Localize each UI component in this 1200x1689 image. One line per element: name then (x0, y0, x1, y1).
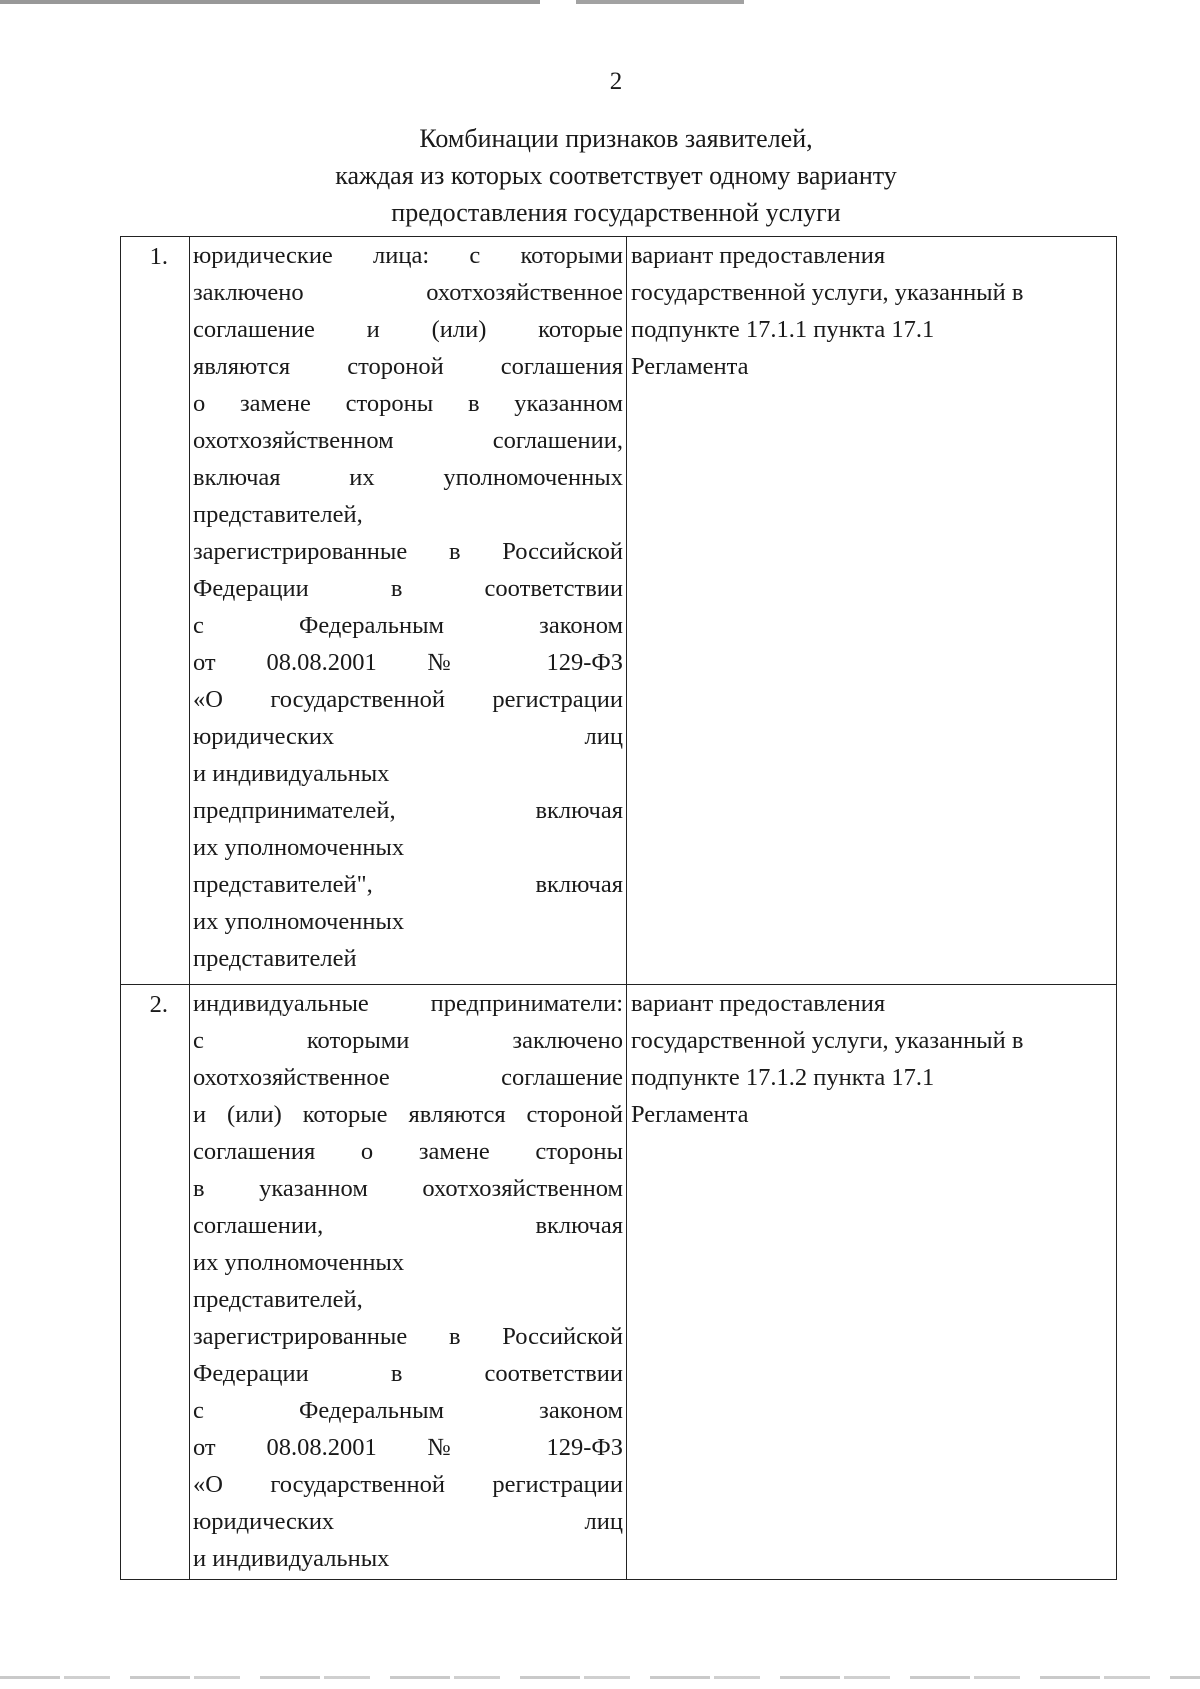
heading-line: каждая из которых соответствует одному варианту (335, 161, 897, 190)
heading-line: предоставления государственной услуги (391, 198, 841, 227)
row-number: 1. (149, 243, 168, 270)
criteria-line: соглашение и (или) которые (193, 316, 623, 343)
criteria-line: в указанном охотхозяйственном (193, 1175, 623, 1202)
criteria-cell (190, 237, 627, 985)
variant-cell (627, 985, 1117, 1580)
criteria-line: предпринимателей, включая (193, 797, 623, 824)
criteria-line: охотхозяйственном соглашении, (193, 427, 623, 454)
criteria-line: соглашения о замене стороны (193, 1138, 623, 1165)
criteria-line: соглашении, включая (193, 1212, 623, 1239)
criteria-line: о замене стороны в указанном (193, 390, 623, 417)
variant-line: государственной услуги, указанный в (631, 1027, 1024, 1054)
criteria-line: от 08.08.2001 № 129-ФЗ (193, 1434, 623, 1461)
criteria-line: их уполномоченных (193, 1249, 405, 1276)
criteria-line: с Федеральным законом (193, 612, 623, 639)
criteria-cell (190, 985, 627, 1580)
scan-edge-bottom (0, 1676, 1200, 1679)
criteria-line: юридические лица: с которыми (193, 242, 623, 269)
table-heading (0, 120, 1200, 231)
criteria-line: юридических лиц (193, 1508, 623, 1535)
criteria-line: от 08.08.2001 № 129-ФЗ (193, 649, 623, 676)
criteria-line: представителей, (193, 1286, 363, 1313)
row-number-cell (121, 237, 190, 985)
applicant-criteria-table (120, 236, 1117, 1580)
criteria-line: их уполномоченных (193, 908, 405, 935)
heading-line: Комбинации признаков заявителей, (419, 124, 813, 153)
scan-edge-top (0, 0, 1200, 4)
variant-line: вариант предоставления (631, 990, 886, 1017)
criteria-line: и индивидуальных (193, 1545, 390, 1572)
variant-line: государственной услуги, указанный в (631, 279, 1024, 306)
criteria-line: «О государственной регистрации (193, 686, 623, 713)
variant-line: вариант предоставления (631, 242, 886, 269)
criteria-line: и (или) которые являются стороной (193, 1101, 623, 1128)
variant-line: подпункте 17.1.1 пункта 17.1 (631, 316, 935, 343)
page-number: 2 (609, 68, 623, 95)
table-row (121, 985, 1117, 1580)
criteria-line: индивидуальные предприниматели: (193, 990, 623, 1017)
criteria-line: представителей, (193, 501, 363, 528)
criteria-line: охотхозяйственное соглашение (193, 1064, 623, 1091)
criteria-line: и индивидуальных (193, 760, 390, 787)
variant-line: Регламента (631, 1101, 749, 1128)
criteria-line: Федерации в соответствии (193, 1360, 623, 1387)
criteria-line: с Федеральным законом (193, 1397, 623, 1424)
variant-line: подпункте 17.1.2 пункта 17.1 (631, 1064, 935, 1091)
variant-line: Регламента (631, 353, 749, 380)
table-row (121, 237, 1117, 985)
criteria-line: представителей (193, 945, 357, 972)
variant-cell (627, 237, 1117, 985)
criteria-line: зарегистрированные в Российской (193, 1323, 623, 1350)
criteria-line: юридических лиц (193, 723, 623, 750)
criteria-line: заключено охотхозяйственное (193, 279, 623, 306)
row-number-cell (121, 985, 190, 1580)
criteria-line: Федерации в соответствии (193, 575, 623, 602)
criteria-line: зарегистрированные в Российской (193, 538, 623, 565)
criteria-line: являются стороной соглашения (193, 353, 623, 380)
criteria-line: представителей", включая (193, 871, 623, 898)
criteria-line: «О государственной регистрации (193, 1471, 623, 1498)
criteria-line: с которыми заключено (193, 1027, 623, 1054)
row-number: 2. (149, 991, 168, 1018)
criteria-line: их уполномоченных (193, 834, 405, 861)
criteria-line: включая их уполномоченных (193, 464, 623, 491)
